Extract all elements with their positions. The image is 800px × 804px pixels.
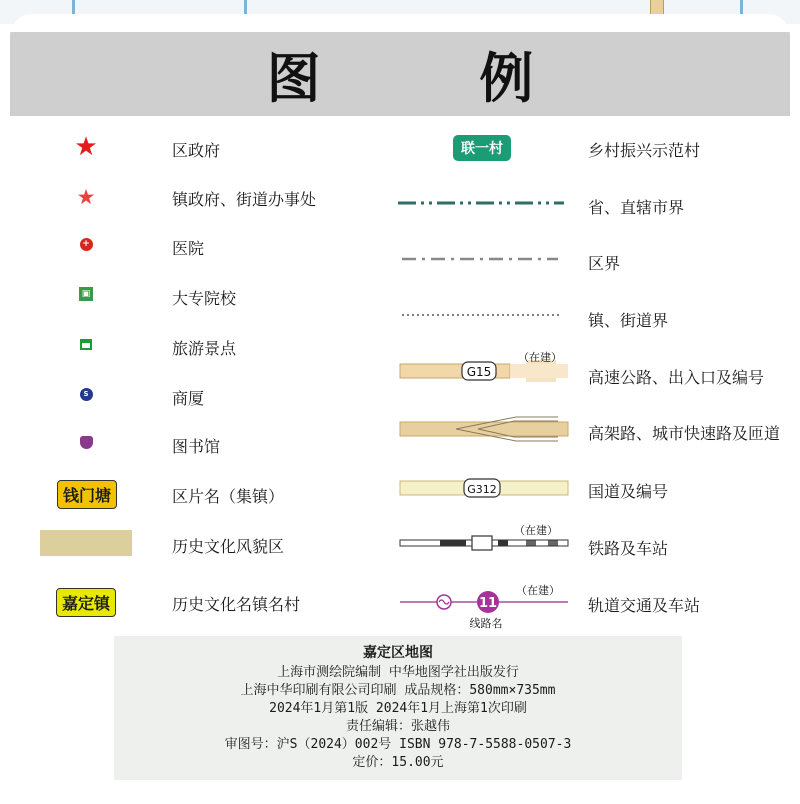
district-government-star-icon: ★ <box>74 132 98 162</box>
national-road-symbol <box>398 474 570 502</box>
info-line: 上海市测绘院编制 中华地图学社出版发行 <box>277 665 519 680</box>
info-line: 2024年1月第1版 2024年1月上海第1次印刷 <box>269 701 527 716</box>
legend-label: 区界 <box>588 254 621 273</box>
legend-label: 省、直辖市界 <box>588 198 685 217</box>
legend-label: 历史文化名镇名村 <box>172 595 301 614</box>
legend-label: 大专院校 <box>172 289 237 308</box>
expressway-symbol <box>398 350 570 386</box>
legend-label: 区政府 <box>172 141 221 160</box>
demo-village-badge-text: 联一村 <box>453 135 511 161</box>
info-line: 上海中华印刷有限公司印刷 成品规格：580mm×735mm <box>240 683 556 698</box>
shopping-mall-icon: S <box>76 384 96 404</box>
university-icon: ▣ <box>76 284 96 304</box>
hospital-icon: + <box>76 234 96 254</box>
legend-label: 商厦 <box>172 389 205 408</box>
publication-info-box <box>114 636 682 780</box>
area-name-badge <box>52 480 122 508</box>
expressway-code: G15 <box>466 365 492 379</box>
metro-symbol <box>398 580 570 632</box>
legend-label: 区片名（集镇） <box>172 487 285 506</box>
town-government-star-icon: ★ <box>76 184 96 209</box>
historic-area-swatch <box>40 530 132 556</box>
railway-symbol <box>398 522 570 558</box>
demo-village-badge <box>446 134 518 162</box>
map-title: 嘉定区地图 <box>363 645 433 661</box>
info-line: 责任编辑：张越伟 <box>345 719 450 734</box>
legend-label: 旅游景点 <box>172 339 237 358</box>
legend-label: 镇政府、街道办事处 <box>172 190 317 209</box>
railway-note: （在建） <box>514 524 558 537</box>
legend-label: 镇、街道界 <box>588 311 669 330</box>
legend-label: 医院 <box>172 239 205 258</box>
metro-note: （在建） <box>516 584 560 597</box>
town-boundary-line <box>400 309 562 321</box>
legend-label: 铁路及车站 <box>588 539 669 558</box>
legend-label: 历史文化风貌区 <box>172 537 285 556</box>
tourist-attraction-icon <box>76 334 96 354</box>
legend-label: 轨道交通及车站 <box>588 596 701 615</box>
legend-label: 图书馆 <box>172 437 221 456</box>
legend-title: 图 例 <box>266 46 604 110</box>
area-badge-text: 钱门塘 <box>57 480 117 509</box>
legend-label: 高速公路、出入口及编号 <box>588 368 765 387</box>
legend-label: 乡村振兴示范村 <box>588 141 701 160</box>
district-boundary-line <box>400 252 560 266</box>
metro-sublabel: 线路名 <box>469 617 503 630</box>
province-boundary-line <box>396 196 566 210</box>
national-road-code: G312 <box>467 483 497 496</box>
expressway-note: （在建） <box>518 351 562 364</box>
historic-town-badge <box>48 588 124 616</box>
elevated-road-symbol <box>398 414 570 444</box>
info-line: 定价：15.00元 <box>352 755 444 770</box>
info-line: 审图号：沪S（2024）002号 ISBN 978-7-5588-0507-3 <box>224 737 572 752</box>
legend-label: 高架路、城市快速路及匝道 <box>588 424 781 443</box>
legend-label: 国道及编号 <box>588 482 669 501</box>
legend-title-bar <box>10 32 790 116</box>
historic-town-badge-text: 嘉定镇 <box>56 588 116 617</box>
library-icon <box>76 432 96 452</box>
metro-line-number: 11 <box>478 596 498 611</box>
